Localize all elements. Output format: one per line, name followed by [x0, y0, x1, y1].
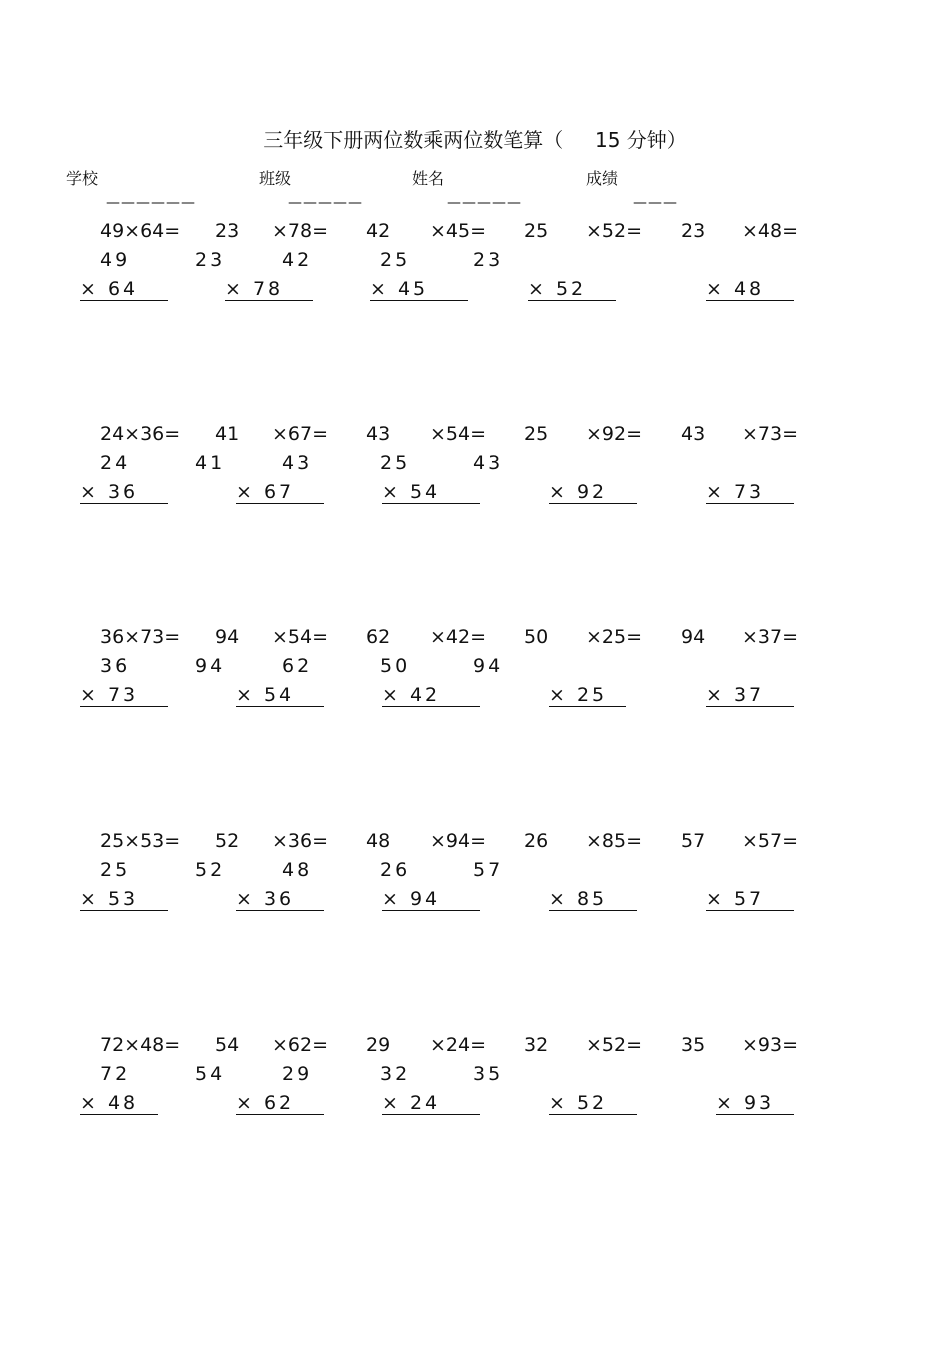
vertical-multiplicand: 57 — [473, 859, 504, 881]
vertical-multiplier-line: × 42 — [382, 686, 480, 707]
equation-text: ×54= — [430, 423, 487, 445]
vertical-multiplicand: 50 — [380, 655, 411, 677]
vertical-multiplicand: 43 — [473, 452, 504, 474]
vertical-multiplicand: 23 — [473, 249, 504, 271]
vertical-multiplicand: 49 — [100, 249, 131, 271]
equation-text: ×54= — [272, 626, 329, 648]
vertical-multiplicand: 23 — [195, 249, 226, 271]
score-label: 成绩 — [586, 169, 619, 188]
vertical-multiplicand: 48 — [282, 859, 313, 881]
vertical-multiplicand: 52 — [195, 859, 226, 881]
equation-text: 25×53= — [100, 830, 181, 852]
equation-text: 25 — [524, 220, 549, 242]
vertical-multiplicand: 36 — [100, 655, 131, 677]
vertical-multiplier-line: × 93 — [716, 1094, 794, 1115]
vertical-multiplicand: 42 — [282, 249, 313, 271]
worksheet-title: 三年级下册两位数乘两位数笔算（ 15 分钟） — [263, 128, 687, 152]
equation-text: ×94= — [430, 830, 487, 852]
vertical-multiplicand: 54 — [195, 1063, 226, 1085]
equation-text: 94 — [681, 626, 706, 648]
equation-text: 43 — [366, 423, 391, 445]
school-label: 学校 — [66, 169, 99, 188]
vertical-multiplier-line: × 36 — [236, 890, 324, 911]
equation-text: ×85= — [586, 830, 643, 852]
equation-text: ×52= — [586, 220, 643, 242]
equation-text: ×45= — [430, 220, 487, 242]
vertical-multiplier-line: × 24 — [382, 1094, 480, 1115]
vertical-multiplicand: 26 — [380, 859, 411, 881]
equation-text: ×42= — [430, 626, 487, 648]
school-blank[interactable]: —————— — [106, 195, 196, 211]
equation-text: 94 — [215, 626, 240, 648]
vertical-multiplicand: 24 — [100, 452, 131, 474]
vertical-multiplicand: 62 — [282, 655, 313, 677]
equation-text: 49×64= — [100, 220, 181, 242]
equation-text: ×24= — [430, 1034, 487, 1056]
vertical-multiplier-line: × 73 — [80, 686, 168, 707]
vertical-multiplier-line: × 64 — [80, 280, 168, 301]
equation-text: ×52= — [586, 1034, 643, 1056]
vertical-multiplier-line: × 78 — [225, 280, 313, 301]
name-label: 姓名 — [412, 169, 445, 188]
vertical-multiplier-line: × 94 — [382, 890, 480, 911]
equation-text: 57 — [681, 830, 706, 852]
vertical-multiplicand: 94 — [195, 655, 226, 677]
equation-text: ×25= — [586, 626, 643, 648]
equation-text: ×48= — [742, 220, 799, 242]
equation-text: ×36= — [272, 830, 329, 852]
equation-text: ×78= — [272, 220, 329, 242]
vertical-multiplier-line: × 54 — [382, 483, 480, 504]
equation-text: 29 — [366, 1034, 391, 1056]
vertical-multiplier-line: × 85 — [549, 890, 637, 911]
equation-text: ×57= — [742, 830, 799, 852]
equation-text: 48 — [366, 830, 391, 852]
equation-text: ×67= — [272, 423, 329, 445]
name-blank[interactable]: ————— — [447, 195, 522, 211]
equation-text: ×92= — [586, 423, 643, 445]
vertical-multiplier-line: × 73 — [706, 483, 794, 504]
class-blank[interactable]: ————— — [288, 195, 363, 211]
vertical-multiplicand: 41 — [195, 452, 226, 474]
vertical-multiplicand: 32 — [380, 1063, 411, 1085]
vertical-multiplier-line: × 54 — [236, 686, 324, 707]
vertical-multiplier-line: × 25 — [549, 686, 626, 707]
vertical-multiplier-line: × 37 — [706, 686, 794, 707]
vertical-multiplicand: 25 — [380, 452, 411, 474]
vertical-multiplier-line: × 67 — [236, 483, 324, 504]
equation-text: 43 — [681, 423, 706, 445]
equation-text: 26 — [524, 830, 549, 852]
vertical-multiplicand: 43 — [282, 452, 313, 474]
vertical-multiplier-line: × 92 — [549, 483, 637, 504]
vertical-multiplicand: 72 — [100, 1063, 131, 1085]
vertical-multiplier-line: × 45 — [370, 280, 468, 301]
equation-text: 24×36= — [100, 423, 181, 445]
class-label: 班级 — [259, 169, 292, 188]
equation-text: ×37= — [742, 626, 799, 648]
vertical-multiplier-line: × 52 — [528, 280, 616, 301]
vertical-multiplicand: 25 — [100, 859, 131, 881]
equation-text: ×73= — [742, 423, 799, 445]
vertical-multiplier-line: × 36 — [80, 483, 168, 504]
vertical-multiplicand: 94 — [473, 655, 504, 677]
equation-text: 35 — [681, 1034, 706, 1056]
equation-text: ×62= — [272, 1034, 329, 1056]
vertical-multiplicand: 29 — [282, 1063, 313, 1085]
equation-text: 36×73= — [100, 626, 181, 648]
vertical-multiplier-line: × 48 — [706, 280, 794, 301]
equation-text: 42 — [366, 220, 391, 242]
vertical-multiplier-line: × 52 — [549, 1094, 637, 1115]
equation-text: 52 — [215, 830, 240, 852]
equation-text: 32 — [524, 1034, 549, 1056]
equation-text: 25 — [524, 423, 549, 445]
equation-text: 23 — [681, 220, 706, 242]
equation-text: 72×48= — [100, 1034, 181, 1056]
vertical-multiplicand: 25 — [380, 249, 411, 271]
vertical-multiplier-line: × 62 — [236, 1094, 324, 1115]
equation-text: 62 — [366, 626, 391, 648]
score-blank[interactable]: ——— — [633, 195, 678, 211]
vertical-multiplier-line: × 48 — [80, 1094, 158, 1115]
equation-text: 41 — [215, 423, 240, 445]
equation-text: 54 — [215, 1034, 240, 1056]
equation-text: 50 — [524, 626, 549, 648]
equation-text: 23 — [215, 220, 240, 242]
equation-text: ×93= — [742, 1034, 799, 1056]
vertical-multiplicand: 35 — [473, 1063, 504, 1085]
vertical-multiplier-line: × 53 — [80, 890, 168, 911]
vertical-multiplier-line: × 57 — [706, 890, 794, 911]
